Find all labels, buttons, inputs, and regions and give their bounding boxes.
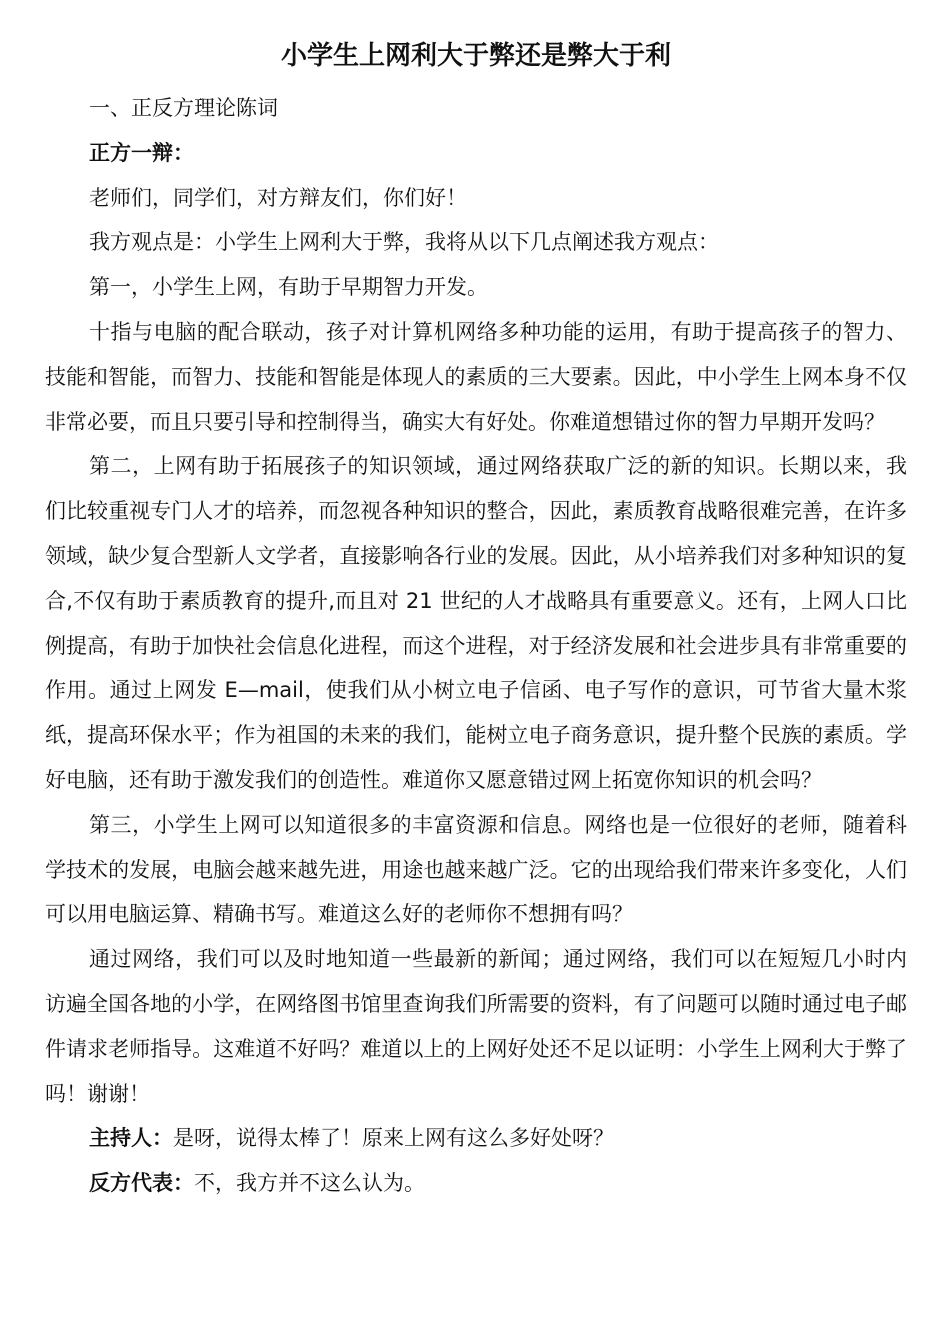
body-paragraph-4: 通过网络，我们可以及时地知道一些最新的新闻；通过网络，我们可以在短短几小时内访遍全国各地的小学，在网络图书馆里查询我们所需要的资料，有了问题可以随时通过电子邮件请求老师指导。这难道不好吗？难道以上的上网好处还不足以证明：小学生上网利大于弊了吗！谢谢！ <box>45 947 907 1106</box>
greeting-paragraph: 老师们，同学们，对方辩友们，你们好！ <box>89 185 467 210</box>
host-label: 主持人： <box>89 1126 173 1151</box>
host-text: 是呀，说得太棒了！原来上网有这么多好处呀？ <box>173 1126 614 1151</box>
point-one-paragraph: 第一，小学生上网，有助于早期智力开发。 <box>89 275 488 300</box>
document-title: 小学生上网利大于弊还是弊大于利 <box>280 41 671 71</box>
document-page <box>45 36 907 1206</box>
section-heading: 一、正反方理论陈词 <box>89 96 278 120</box>
body-paragraph-1: 十指与电脑的配合联动，孩子对计算机网络多种功能的运用，有助于提高孩子的智力、技能和智能，而智力、技能和智能是体现人的素质的三大要素。因此，中小学生上网本身不仅非常必要，而且只要引导和控制得当，确实大有好处。你难道想错过你的智力早期开发吗？ <box>45 319 907 434</box>
body-paragraph-2: 第二，上网有助于拓展孩子的知识领域，通过网络获取广泛的新的知识。长期以来，我们比较重视专门人才的培养，而忽视各种知识的整合，因此，素质教育战略很难完善，在许多领域，缺少复合型新人文学者，直接影响各行业的发展。因此，从小培养我们对多种知识的复合,不仅有助于素质教育的提升,而且对 21 世纪的人才战略具有重要意义。还有，上网人口比例提高，有助于加快社会信息化进程，而这个进程，对于经济发展和社会进步具有非常重要的作用。通过上网发 E—mail，使我们从小树立电子信函、电子写作的意识，可节省大量木浆纸，提高环保水平；作为祖国的未来的我们，能树立电子商务意识，提升整个民族的素质。学好电脑，还有助于激发我们的创造性。难道你又愿意错过网上拓宽你知识的机会吗？ <box>45 454 907 792</box>
opposition-label: 反方代表： <box>89 1171 194 1196</box>
viewpoint-paragraph: 我方观点是：小学生上网利大于弊，我将从以下几点阐述我方观点： <box>89 230 719 255</box>
host-line <box>45 1116 907 1161</box>
opposition-line <box>45 1161 907 1206</box>
body-paragraph-3: 第三，小学生上网可以知道很多的丰富资源和信息。网络也是一位很好的老师，随着科学技术的发展，电脑会越来越先进，用途也越来越广泛。它的出现给我们带来许多变化，人们可以用电脑运算、精确书写。难道这么好的老师你不想拥有吗？ <box>45 812 907 927</box>
speaker-label: 正方一辩： <box>89 140 194 165</box>
opposition-text: 不，我方并不这么认为。 <box>194 1171 425 1196</box>
